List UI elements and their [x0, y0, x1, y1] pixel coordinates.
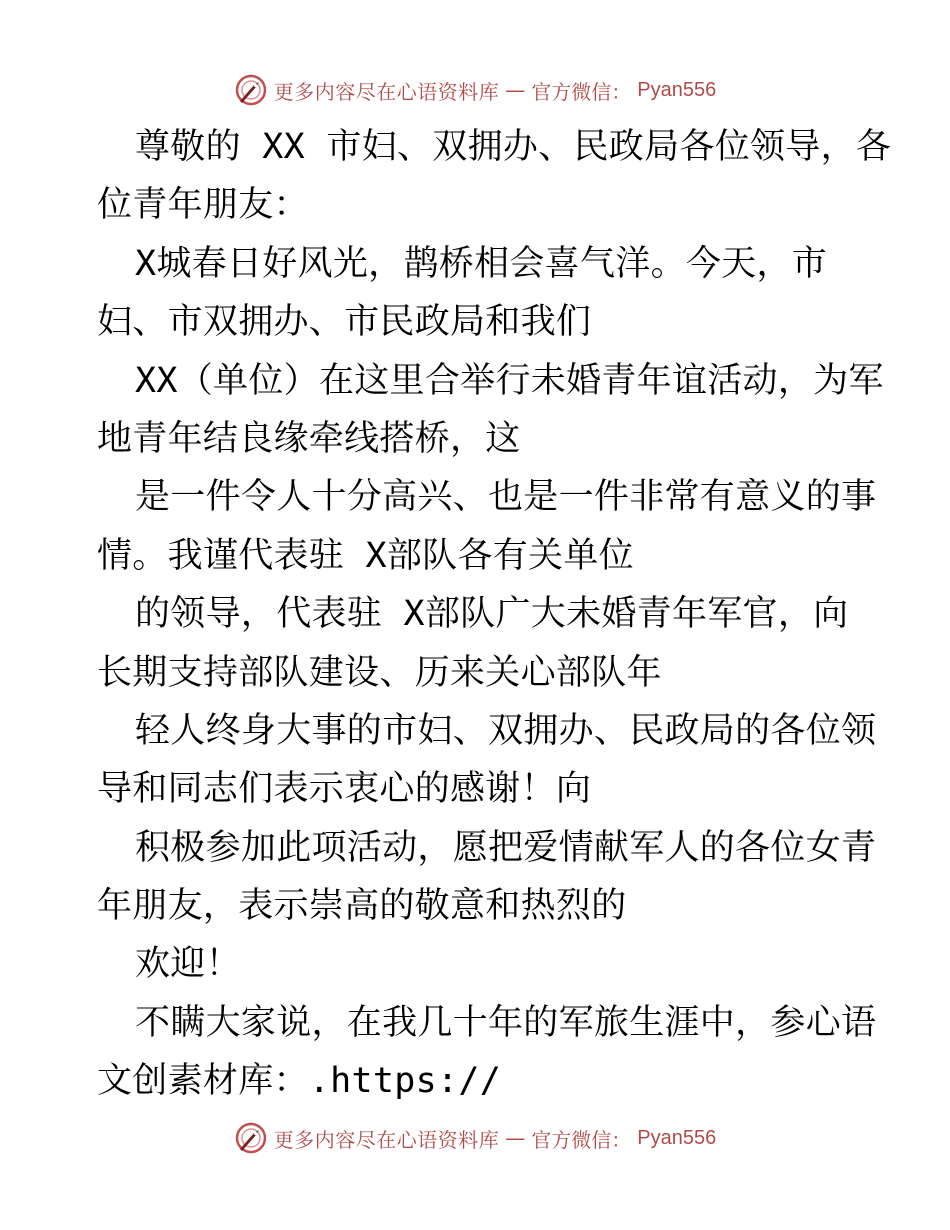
pen-nib-logo-icon [234, 1121, 268, 1155]
watermark-account: Pyan556 [637, 1126, 717, 1149]
body-line: 文创素材库：.https:// [97, 1061, 502, 1102]
document-body [97, 118, 892, 1111]
watermark-account: Pyan556 [637, 78, 717, 101]
body-line: 是一件令人十分高兴、也是一件非常有意义的事 [135, 477, 877, 518]
body-line: 欢迎！ [135, 944, 241, 985]
body-line: 的领导，代表驻 X部队广大未婚青年军官，向 [135, 594, 849, 635]
body-line: 位青年朋友： [97, 185, 309, 226]
watermark-separator: — [505, 1126, 526, 1150]
body-line: 导和同志们表示衷心的感谢！向 [97, 769, 592, 810]
body-line: XX（单位）在这里合举行未婚青年谊活动，为军 [135, 360, 884, 401]
body-line: 积极参加此项活动，愿把爱情献军人的各位女青 [135, 827, 877, 868]
body-line: 尊敬的 XX 市妇、双拥办、民政局各位领导，各 [135, 127, 892, 167]
body-line: 长期支持部队建设、历来关心部队年 [97, 652, 662, 693]
body-line: 轻人终身大事的市妇、双拥办、民政局的各位领 [135, 710, 877, 751]
body-line: 不瞒大家说，在我几十年的军旅生涯中，参心语 [135, 1002, 877, 1043]
body-line: 地青年结良缘牵线搭桥，这 [97, 418, 521, 459]
watermark-label: 官方微信： [531, 1127, 632, 1152]
body-line: X城春日好风光，鹊桥相会喜气洋。今天，市 [135, 243, 828, 284]
watermark-label: 官方微信： [531, 79, 632, 104]
body-line: 情。我谨代表驻 X部队各有关单位 [97, 535, 634, 576]
pen-nib-logo-icon [234, 73, 268, 107]
footer-watermark [0, 1118, 950, 1158]
watermark-site-name: 更多内容尽在心语资料库 [273, 79, 500, 104]
watermark-site-name: 更多内容尽在心语资料库 [273, 1127, 500, 1152]
body-line: 妇、市双拥办、市民政局和我们 [97, 302, 592, 343]
body-line: 年朋友，表示崇高的敬意和热烈的 [97, 886, 627, 927]
header-watermark [0, 70, 950, 110]
watermark-separator: — [505, 78, 526, 102]
